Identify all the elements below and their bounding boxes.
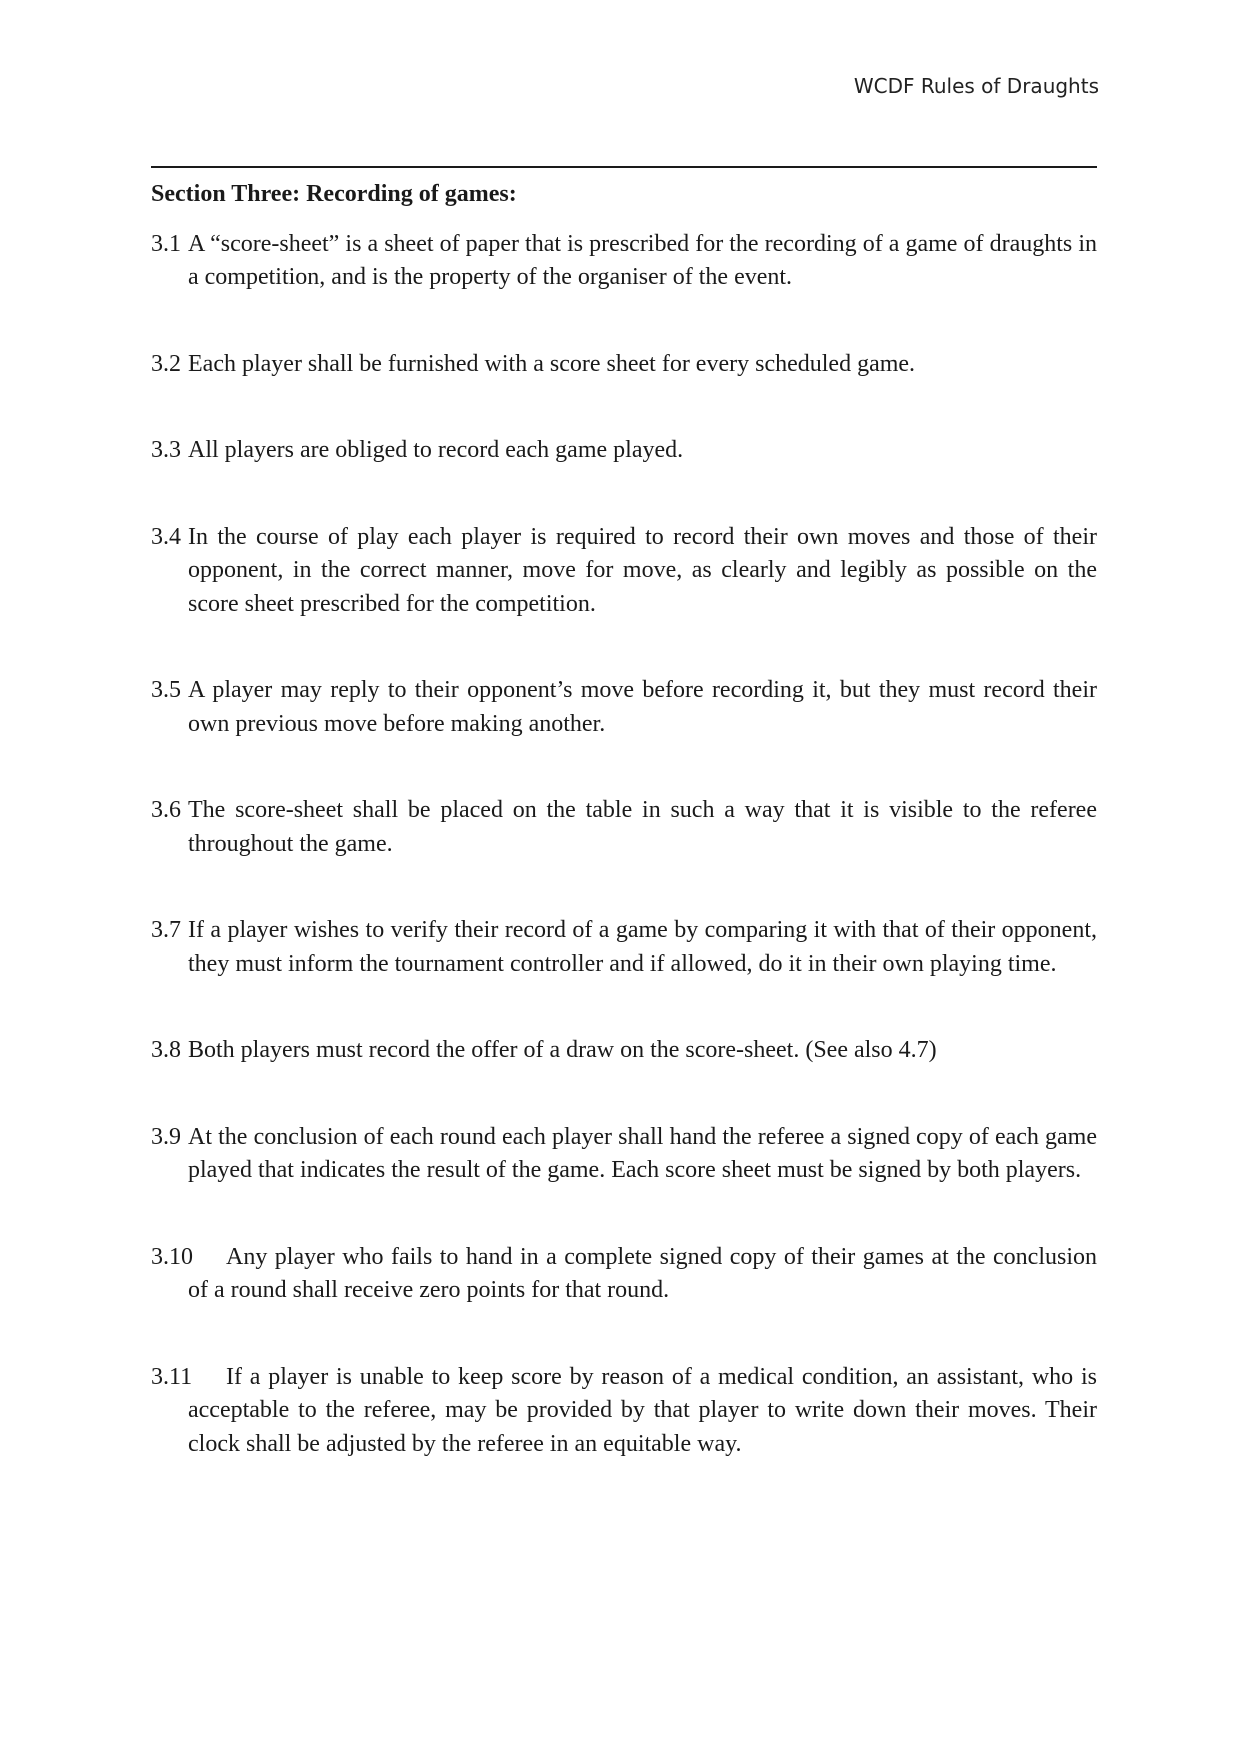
clause-text: The score-sheet shall be placed on the table in such a way that it is visible to the referee throughout the game. <box>188 797 1097 857</box>
clause-text: At the conclusion of each round each player shall hand the referee a signed copy of each game played that indicates the result of the game. Each score sheet must be signed by both players. <box>188 1123 1097 1183</box>
clause-3-9 <box>151 1121 1097 1188</box>
clause-text: Any player who fails to hand in a complete signed copy of their games at the conclusion of a round shall receive zero points for that round. <box>188 1243 1097 1303</box>
clause-number: 3.6 <box>151 797 181 823</box>
clause-3-11 <box>151 1361 1097 1462</box>
running-header: WCDF Rules of Draughts <box>853 74 1099 98</box>
clause-number: 3.4 <box>151 523 181 550</box>
clause-text: All players are obliged to record each game played. <box>188 437 684 463</box>
clause-text: If a player is unable to keep score by reason of a medical condition, an assistant, who is acceptable to the referee, may be provided by that player to write down their moves. Their clock shall be adjusted by the referee in an equitable way. <box>188 1363 1097 1457</box>
clause-number: 3.11 <box>151 1363 193 1390</box>
clause-3-7 <box>151 914 1097 981</box>
clause-number: 3.10 <box>151 1243 193 1270</box>
clause-text: Both players must record the offer of a draw on the score-sheet. (See also 4.7) <box>188 1037 937 1063</box>
clause-text: A “score-sheet” is a sheet of paper that is prescribed for the recording of a game of draughts in a competition, and is the property of the organiser of the event. <box>188 230 1097 290</box>
clause-number: 3.8 <box>151 1037 181 1063</box>
clause-number: 3.5 <box>151 677 181 703</box>
clause-3-1 <box>151 228 1097 295</box>
clause-number: 3.2 <box>151 350 181 377</box>
clause-text: If a player wishes to verify their record of a game by comparing it with that of their opponent, they must inform the tournament controller and if allowed, do it in their own playing time. <box>188 917 1097 977</box>
clause-number: 3.3 <box>151 437 181 463</box>
clause-3-3 <box>151 434 1097 468</box>
clause-3-6 <box>151 794 1097 861</box>
clause-3-2 <box>151 348 1097 382</box>
section-title: Section Three: Recording of games: <box>151 181 517 207</box>
clause-text: In the course of play each player is required to record their own moves and those of their opponent, in the correct manner, move for move, as clearly and legibly as possible on the score sheet prescribed for the competition. <box>188 523 1097 617</box>
clause-number: 3.1 <box>151 230 181 257</box>
clause-3-5 <box>151 674 1097 741</box>
header-rule-divider <box>151 166 1097 168</box>
clause-text: A player may reply to their opponent’s move before recording it, but they must record their own previous move before making another. <box>188 677 1097 737</box>
clause-3-8 <box>151 1034 1097 1068</box>
document-body <box>151 178 1097 1461</box>
clause-3-4 <box>151 521 1097 622</box>
clause-text: Each player shall be furnished with a score sheet for every scheduled game. <box>188 350 916 377</box>
clause-number: 3.7 <box>151 917 181 943</box>
clause-3-10 <box>151 1241 1097 1308</box>
clause-number: 3.9 <box>151 1123 181 1150</box>
